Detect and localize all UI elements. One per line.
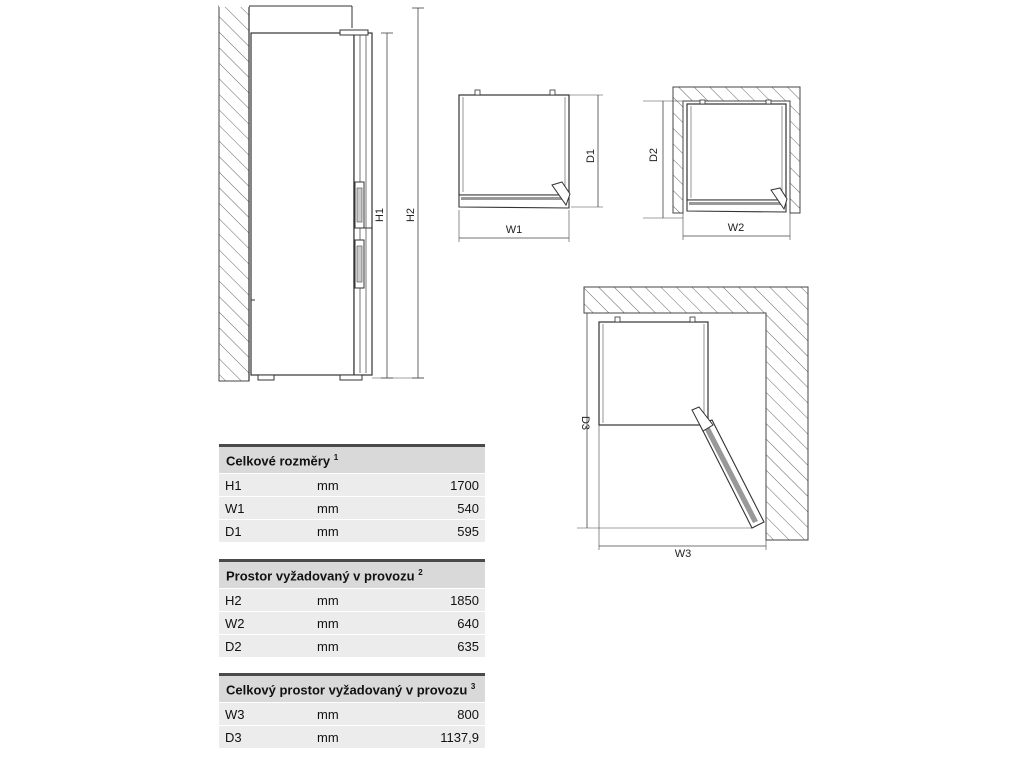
dimension-name: H1 xyxy=(219,474,311,497)
top-view-clearance xyxy=(643,87,800,240)
wall-hatch xyxy=(219,6,249,381)
dimension-value: 1700 xyxy=(413,474,485,497)
top-view-open-door xyxy=(577,287,808,560)
dimension-unit: mm xyxy=(311,474,413,497)
dimension-unit: mm xyxy=(311,703,413,726)
table-title-text: Celkový prostor vyžadovaný v provozu xyxy=(226,682,468,698)
dimension-name: W2 xyxy=(219,612,311,635)
table-title xyxy=(219,446,485,474)
table-row xyxy=(219,726,485,749)
dimension-name: W3 xyxy=(219,703,311,726)
label-d3: D3 xyxy=(579,415,591,431)
table-row xyxy=(219,589,485,612)
top-view-closed xyxy=(459,90,603,242)
dimension-value: 640 xyxy=(413,612,485,635)
operating-space-table xyxy=(219,559,485,657)
dimension-name: W1 xyxy=(219,497,311,520)
footnote-mark: 3 xyxy=(470,682,476,691)
table-row xyxy=(219,520,485,543)
table-row xyxy=(219,497,485,520)
dimension-name: D2 xyxy=(219,635,311,658)
table-title-text: Celkové rozměry xyxy=(226,453,331,469)
footnote-mark: 2 xyxy=(418,568,423,577)
total-operating-space-table xyxy=(219,673,485,748)
table-header xyxy=(219,675,485,703)
dimension-value: 1850 xyxy=(413,589,485,612)
label-d1: D1 xyxy=(585,148,597,164)
table-row xyxy=(219,612,485,635)
footnote-mark: 1 xyxy=(333,453,339,462)
label-h2: H2 xyxy=(405,207,417,223)
fridge-top-outline xyxy=(459,95,569,195)
dimension-unit: mm xyxy=(311,520,413,543)
table-header xyxy=(219,561,485,589)
table-row xyxy=(219,474,485,497)
dimension-unit: mm xyxy=(311,635,413,658)
dimension-unit: mm xyxy=(311,589,413,612)
fridge-body-side xyxy=(251,33,354,375)
dimension-name: D3 xyxy=(219,726,311,749)
dimension-value: 540 xyxy=(413,497,485,520)
label-d2: D2 xyxy=(648,147,660,163)
dimension-value: 800 xyxy=(413,703,485,726)
dimension-unit: mm xyxy=(311,497,413,520)
label-h1: H1 xyxy=(374,207,386,223)
dimension-name: D1 xyxy=(219,520,311,543)
dimension-value: 595 xyxy=(413,520,485,543)
label-w1: W1 xyxy=(505,224,523,236)
overall-dimensions-table xyxy=(219,444,485,542)
table-header xyxy=(219,446,485,474)
dimension-unit: mm xyxy=(311,726,413,749)
table-title xyxy=(219,561,485,589)
table-title xyxy=(219,675,485,703)
table-title-text: Prostor vyžadovaný v provozu xyxy=(226,568,415,584)
fridge-top-outline-3 xyxy=(599,322,708,425)
label-w2: W2 xyxy=(727,222,745,234)
side-view xyxy=(219,6,424,381)
dimension-unit: mm xyxy=(311,612,413,635)
dimension-name: H2 xyxy=(219,589,311,612)
dimension-value: 1137,9 xyxy=(413,726,485,749)
dimension-value: 635 xyxy=(413,635,485,658)
table-row xyxy=(219,703,485,726)
label-w3: W3 xyxy=(674,548,692,560)
table-row xyxy=(219,635,485,658)
fridge-top-outline-2 xyxy=(687,104,786,200)
